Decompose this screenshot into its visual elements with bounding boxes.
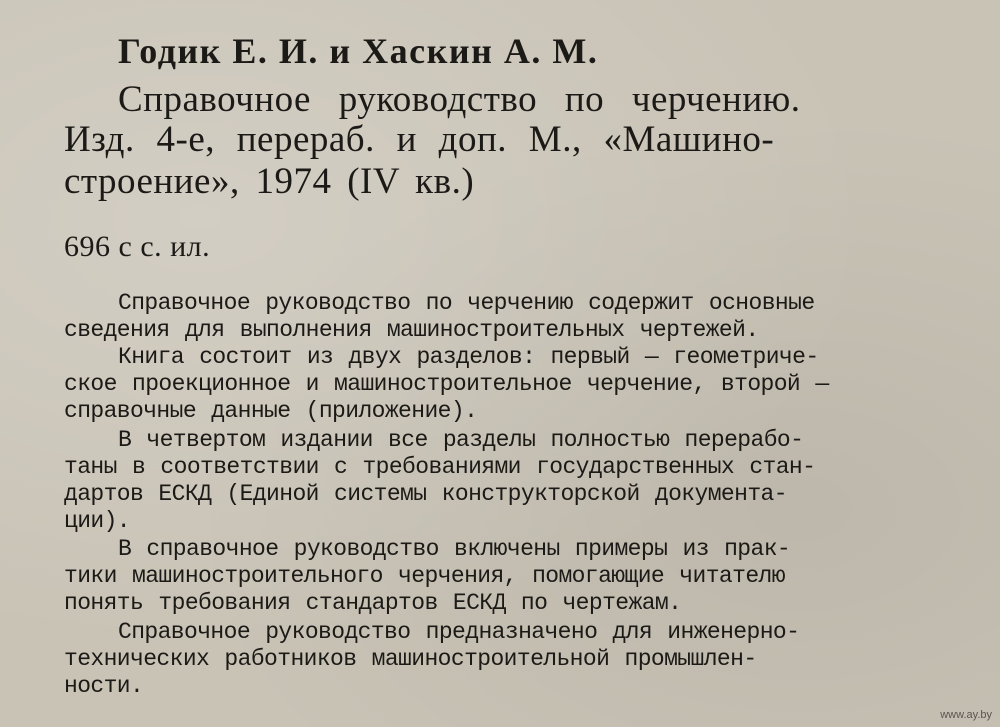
annotation-line: ности. xyxy=(64,673,144,699)
annotation-line: ции). xyxy=(64,508,131,534)
annotation-line: понять требования стандартов ЕСКД по чертежам. xyxy=(64,590,682,616)
annotation-line: тики машиностроительного черчения, помогающие читателю xyxy=(64,563,785,589)
annotation-line: дартов ЕСКД (Единой системы конструкторской документа- xyxy=(64,481,787,507)
watermark: www.ay.by xyxy=(940,709,992,721)
annotation-line: В справочное руководство включены примеры из прак- xyxy=(118,536,791,562)
annotation-line: сведения для выполнения машиностроительных чертежей. xyxy=(64,317,759,343)
annotation-line: технических работников машиностроительной промышлен- xyxy=(64,646,757,672)
title-line-1: Справочное руководство по черчению. xyxy=(118,79,801,120)
title-line-2: Изд. 4-е, перераб. и доп. М., «Машино- xyxy=(64,119,775,160)
annotation-line: справочные данные (приложение). xyxy=(64,398,478,424)
page-count: 696 с с. ил. xyxy=(64,230,211,263)
annotation-line: Справочное руководство предназначено для инженерно- xyxy=(118,619,800,645)
annotation-line: ское проекционное и машиностроительное черчение, второй — xyxy=(64,371,829,397)
title-line-3: строение», 1974 (IV кв.) xyxy=(64,161,475,202)
authors: Годик Е. И. и Хаскин А. М. xyxy=(118,31,599,71)
annotation-line: таны в соответствии с требованиями государственных стан- xyxy=(64,454,816,480)
annotation-line: Справочное руководство по черчению содержит основные xyxy=(118,290,815,316)
annotation-line: В четвертом издании все разделы полностью перерабо- xyxy=(118,427,804,453)
annotation-line: Книга состоит из двух разделов: первый — геометриче- xyxy=(118,344,819,370)
